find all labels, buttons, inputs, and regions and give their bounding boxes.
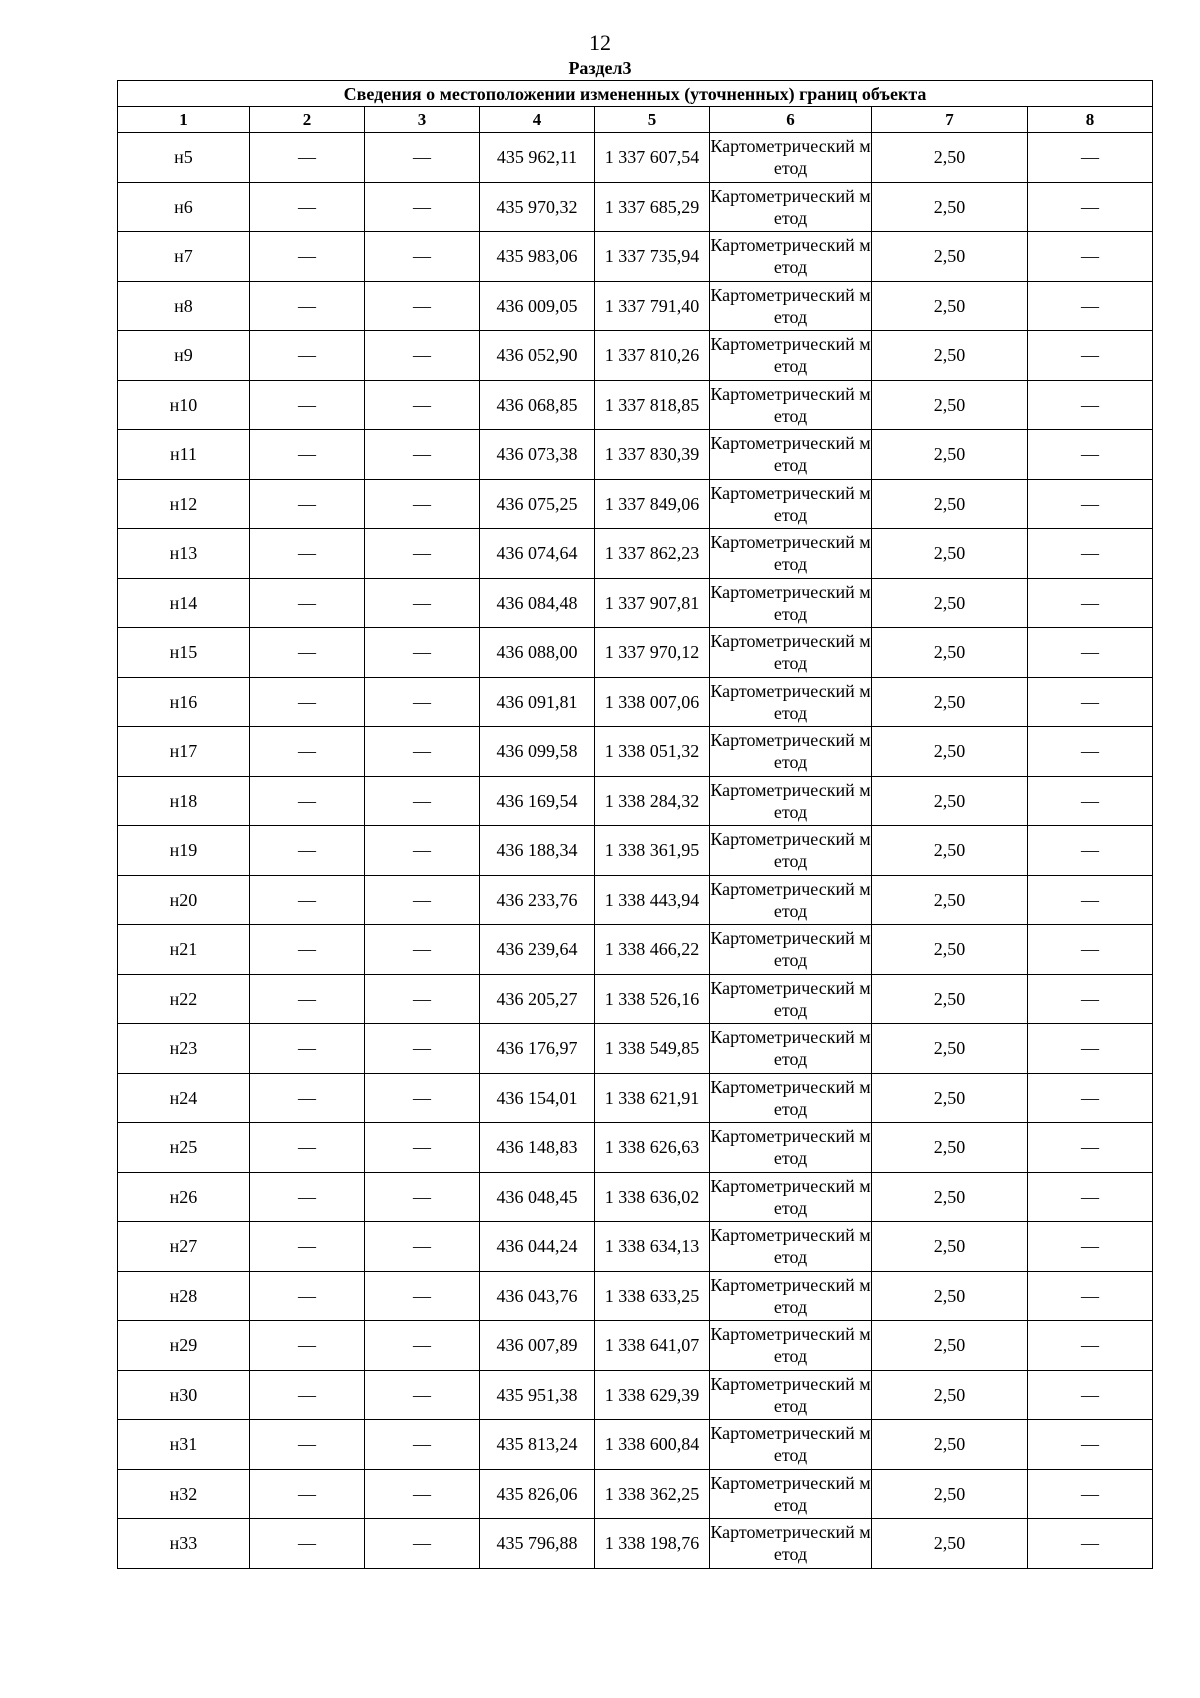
- empty-cell: —: [250, 677, 365, 727]
- method-cell: Картометрический метод: [710, 974, 872, 1024]
- y-coordinate-cell: 1 338 361,95: [595, 826, 710, 876]
- empty-cell: —: [1028, 1370, 1153, 1420]
- method-cell: Картометрический метод: [710, 182, 872, 232]
- x-coordinate-cell: 436 205,27: [480, 974, 595, 1024]
- y-coordinate-cell: 1 337 818,85: [595, 380, 710, 430]
- point-name-cell: н6: [118, 182, 250, 232]
- boundary-coordinates-table: [117, 80, 1153, 1569]
- empty-cell: —: [1028, 1024, 1153, 1074]
- empty-cell: —: [365, 1172, 480, 1222]
- method-cell: Картометрический метод: [710, 727, 872, 777]
- method-cell: Картометрический метод: [710, 1222, 872, 1272]
- point-name-cell: н22: [118, 974, 250, 1024]
- point-name-cell: н20: [118, 875, 250, 925]
- empty-cell: —: [1028, 578, 1153, 628]
- table-row: [118, 578, 1153, 628]
- method-cell: Картометрический метод: [710, 1024, 872, 1074]
- empty-cell: —: [1028, 677, 1153, 727]
- method-cell: Картометрический метод: [710, 430, 872, 480]
- point-name-cell: н31: [118, 1420, 250, 1470]
- table-row: [118, 677, 1153, 727]
- empty-cell: —: [365, 133, 480, 183]
- table-row: [118, 1172, 1153, 1222]
- x-coordinate-cell: 436 154,01: [480, 1073, 595, 1123]
- accuracy-cell: 2,50: [872, 232, 1028, 282]
- empty-cell: —: [250, 331, 365, 381]
- column-number: 8: [1028, 107, 1153, 133]
- accuracy-cell: 2,50: [872, 182, 1028, 232]
- empty-cell: —: [1028, 430, 1153, 480]
- column-number: 5: [595, 107, 710, 133]
- accuracy-cell: 2,50: [872, 133, 1028, 183]
- empty-cell: —: [250, 1222, 365, 1272]
- accuracy-cell: 2,50: [872, 1370, 1028, 1420]
- method-cell: Картометрический метод: [710, 1519, 872, 1569]
- table-row: [118, 1024, 1153, 1074]
- table-row: [118, 133, 1153, 183]
- empty-cell: —: [365, 628, 480, 678]
- y-coordinate-cell: 1 337 970,12: [595, 628, 710, 678]
- y-coordinate-cell: 1 337 810,26: [595, 331, 710, 381]
- method-cell: Картометрический метод: [710, 232, 872, 282]
- point-name-cell: н19: [118, 826, 250, 876]
- y-coordinate-cell: 1 337 685,29: [595, 182, 710, 232]
- accuracy-cell: 2,50: [872, 1222, 1028, 1272]
- table-body: [118, 133, 1153, 1569]
- accuracy-cell: 2,50: [872, 826, 1028, 876]
- empty-cell: —: [250, 1172, 365, 1222]
- accuracy-cell: 2,50: [872, 479, 1028, 529]
- empty-cell: —: [1028, 380, 1153, 430]
- empty-cell: —: [1028, 281, 1153, 331]
- table-row: [118, 1469, 1153, 1519]
- table-row: [118, 1073, 1153, 1123]
- point-name-cell: н18: [118, 776, 250, 826]
- empty-cell: —: [365, 331, 480, 381]
- empty-cell: —: [365, 281, 480, 331]
- empty-cell: —: [250, 529, 365, 579]
- y-coordinate-cell: 1 337 735,94: [595, 232, 710, 282]
- empty-cell: —: [250, 281, 365, 331]
- table-row: [118, 1420, 1153, 1470]
- table-row: [118, 430, 1153, 480]
- accuracy-cell: 2,50: [872, 1469, 1028, 1519]
- accuracy-cell: 2,50: [872, 1420, 1028, 1470]
- point-name-cell: н32: [118, 1469, 250, 1519]
- table-row: [118, 1519, 1153, 1569]
- empty-cell: —: [365, 875, 480, 925]
- method-cell: Картометрический метод: [710, 776, 872, 826]
- table-row: [118, 628, 1153, 678]
- empty-cell: —: [365, 727, 480, 777]
- x-coordinate-cell: 436 084,48: [480, 578, 595, 628]
- empty-cell: —: [250, 232, 365, 282]
- empty-cell: —: [365, 578, 480, 628]
- empty-cell: —: [1028, 826, 1153, 876]
- method-cell: Картометрический метод: [710, 380, 872, 430]
- column-number: 4: [480, 107, 595, 133]
- accuracy-cell: 2,50: [872, 430, 1028, 480]
- x-coordinate-cell: 435 962,11: [480, 133, 595, 183]
- x-coordinate-cell: 436 007,89: [480, 1321, 595, 1371]
- point-name-cell: н25: [118, 1123, 250, 1173]
- empty-cell: —: [250, 1469, 365, 1519]
- y-coordinate-cell: 1 338 051,32: [595, 727, 710, 777]
- empty-cell: —: [250, 578, 365, 628]
- empty-cell: —: [365, 430, 480, 480]
- point-name-cell: н26: [118, 1172, 250, 1222]
- accuracy-cell: 2,50: [872, 1172, 1028, 1222]
- x-coordinate-cell: 436 233,76: [480, 875, 595, 925]
- table-row: [118, 875, 1153, 925]
- y-coordinate-cell: 1 337 830,39: [595, 430, 710, 480]
- x-coordinate-cell: 436 052,90: [480, 331, 595, 381]
- method-cell: Картометрический метод: [710, 529, 872, 579]
- point-name-cell: н17: [118, 727, 250, 777]
- empty-cell: —: [1028, 1172, 1153, 1222]
- empty-cell: —: [365, 677, 480, 727]
- accuracy-cell: 2,50: [872, 1321, 1028, 1371]
- accuracy-cell: 2,50: [872, 1519, 1028, 1569]
- point-name-cell: н33: [118, 1519, 250, 1569]
- x-coordinate-cell: 436 068,85: [480, 380, 595, 430]
- empty-cell: —: [250, 875, 365, 925]
- empty-cell: —: [1028, 1321, 1153, 1371]
- accuracy-cell: 2,50: [872, 281, 1028, 331]
- empty-cell: —: [365, 232, 480, 282]
- y-coordinate-cell: 1 338 007,06: [595, 677, 710, 727]
- point-name-cell: н15: [118, 628, 250, 678]
- method-cell: Картометрический метод: [710, 1469, 872, 1519]
- accuracy-cell: 2,50: [872, 1073, 1028, 1123]
- empty-cell: —: [250, 925, 365, 975]
- x-coordinate-cell: 436 044,24: [480, 1222, 595, 1272]
- x-coordinate-cell: 436 091,81: [480, 677, 595, 727]
- x-coordinate-cell: 436 188,34: [480, 826, 595, 876]
- table-row: [118, 529, 1153, 579]
- point-name-cell: н11: [118, 430, 250, 480]
- table-row: [118, 331, 1153, 381]
- x-coordinate-cell: 436 048,45: [480, 1172, 595, 1222]
- empty-cell: —: [1028, 727, 1153, 777]
- column-number: 2: [250, 107, 365, 133]
- table-row: [118, 1321, 1153, 1371]
- column-number: 6: [710, 107, 872, 133]
- empty-cell: —: [1028, 232, 1153, 282]
- empty-cell: —: [1028, 1469, 1153, 1519]
- accuracy-cell: 2,50: [872, 529, 1028, 579]
- empty-cell: —: [1028, 925, 1153, 975]
- empty-cell: —: [250, 1420, 365, 1470]
- section-title: Раздел3: [568, 58, 632, 78]
- x-coordinate-cell: 436 043,76: [480, 1271, 595, 1321]
- empty-cell: —: [365, 182, 480, 232]
- x-coordinate-cell: 436 075,25: [480, 479, 595, 529]
- empty-cell: —: [1028, 1222, 1153, 1272]
- empty-cell: —: [365, 1222, 480, 1272]
- y-coordinate-cell: 1 338 634,13: [595, 1222, 710, 1272]
- y-coordinate-cell: 1 337 607,54: [595, 133, 710, 183]
- point-name-cell: н16: [118, 677, 250, 727]
- method-cell: Картометрический метод: [710, 479, 872, 529]
- empty-cell: —: [365, 1073, 480, 1123]
- table-row: [118, 925, 1153, 975]
- table-row: [118, 826, 1153, 876]
- column-number: 7: [872, 107, 1028, 133]
- x-coordinate-cell: 436 239,64: [480, 925, 595, 975]
- accuracy-cell: 2,50: [872, 628, 1028, 678]
- y-coordinate-cell: 1 338 621,91: [595, 1073, 710, 1123]
- empty-cell: —: [1028, 1073, 1153, 1123]
- table-row: [118, 1222, 1153, 1272]
- method-cell: Картометрический метод: [710, 281, 872, 331]
- accuracy-cell: 2,50: [872, 1024, 1028, 1074]
- x-coordinate-cell: 436 073,38: [480, 430, 595, 480]
- method-cell: Картометрический метод: [710, 1123, 872, 1173]
- empty-cell: —: [250, 1519, 365, 1569]
- x-coordinate-cell: 435 983,06: [480, 232, 595, 282]
- empty-cell: —: [250, 182, 365, 232]
- table-row: [118, 776, 1153, 826]
- point-name-cell: н10: [118, 380, 250, 430]
- point-name-cell: н24: [118, 1073, 250, 1123]
- empty-cell: —: [1028, 331, 1153, 381]
- empty-cell: —: [250, 974, 365, 1024]
- empty-cell: —: [250, 380, 365, 430]
- empty-cell: —: [250, 826, 365, 876]
- empty-cell: —: [365, 1271, 480, 1321]
- empty-cell: —: [1028, 974, 1153, 1024]
- empty-cell: —: [365, 529, 480, 579]
- point-name-cell: н30: [118, 1370, 250, 1420]
- accuracy-cell: 2,50: [872, 974, 1028, 1024]
- y-coordinate-cell: 1 338 466,22: [595, 925, 710, 975]
- method-cell: Картометрический метод: [710, 925, 872, 975]
- y-coordinate-cell: 1 338 549,85: [595, 1024, 710, 1074]
- page-number: 12: [589, 30, 611, 55]
- point-name-cell: н28: [118, 1271, 250, 1321]
- empty-cell: —: [365, 1519, 480, 1569]
- y-coordinate-cell: 1 338 633,25: [595, 1271, 710, 1321]
- x-coordinate-cell: 436 176,97: [480, 1024, 595, 1074]
- point-name-cell: н8: [118, 281, 250, 331]
- empty-cell: —: [250, 1024, 365, 1074]
- empty-cell: —: [1028, 628, 1153, 678]
- method-cell: Картометрический метод: [710, 1321, 872, 1371]
- y-coordinate-cell: 1 338 443,94: [595, 875, 710, 925]
- x-coordinate-cell: 436 148,83: [480, 1123, 595, 1173]
- table-row: [118, 281, 1153, 331]
- x-coordinate-cell: 436 169,54: [480, 776, 595, 826]
- x-coordinate-cell: 435 826,06: [480, 1469, 595, 1519]
- empty-cell: —: [1028, 182, 1153, 232]
- method-cell: Картометрический метод: [710, 875, 872, 925]
- x-coordinate-cell: 435 796,88: [480, 1519, 595, 1569]
- point-name-cell: н9: [118, 331, 250, 381]
- empty-cell: —: [365, 1024, 480, 1074]
- y-coordinate-cell: 1 337 849,06: [595, 479, 710, 529]
- table-row: [118, 479, 1153, 529]
- y-coordinate-cell: 1 338 641,07: [595, 1321, 710, 1371]
- accuracy-cell: 2,50: [872, 776, 1028, 826]
- empty-cell: —: [365, 479, 480, 529]
- empty-cell: —: [1028, 1271, 1153, 1321]
- method-cell: Картометрический метод: [710, 628, 872, 678]
- y-coordinate-cell: 1 338 636,02: [595, 1172, 710, 1222]
- table-row: [118, 1271, 1153, 1321]
- empty-cell: —: [250, 1321, 365, 1371]
- accuracy-cell: 2,50: [872, 925, 1028, 975]
- x-coordinate-cell: 436 074,64: [480, 529, 595, 579]
- accuracy-cell: 2,50: [872, 1123, 1028, 1173]
- y-coordinate-cell: 1 338 600,84: [595, 1420, 710, 1470]
- empty-cell: —: [1028, 1123, 1153, 1173]
- accuracy-cell: 2,50: [872, 578, 1028, 628]
- empty-cell: —: [250, 1123, 365, 1173]
- y-coordinate-cell: 1 337 907,81: [595, 578, 710, 628]
- x-coordinate-cell: 436 088,00: [480, 628, 595, 678]
- y-coordinate-cell: 1 338 526,16: [595, 974, 710, 1024]
- empty-cell: —: [365, 380, 480, 430]
- table-row: [118, 182, 1153, 232]
- method-cell: Картометрический метод: [710, 677, 872, 727]
- empty-cell: —: [1028, 479, 1153, 529]
- empty-cell: —: [365, 1420, 480, 1470]
- point-name-cell: н12: [118, 479, 250, 529]
- method-cell: Картометрический метод: [710, 1271, 872, 1321]
- point-name-cell: н13: [118, 529, 250, 579]
- method-cell: Картометрический метод: [710, 331, 872, 381]
- empty-cell: —: [1028, 776, 1153, 826]
- y-coordinate-cell: 1 338 284,32: [595, 776, 710, 826]
- method-cell: Картометрический метод: [710, 578, 872, 628]
- table-caption: Сведения о местоположении измененных (уточненных) границ объекта: [118, 81, 1153, 107]
- method-cell: Картометрический метод: [710, 1420, 872, 1470]
- accuracy-cell: 2,50: [872, 331, 1028, 381]
- empty-cell: —: [250, 1370, 365, 1420]
- empty-cell: —: [1028, 875, 1153, 925]
- y-coordinate-cell: 1 338 362,25: [595, 1469, 710, 1519]
- point-name-cell: н27: [118, 1222, 250, 1272]
- empty-cell: —: [1028, 529, 1153, 579]
- table-row: [118, 974, 1153, 1024]
- table-row: [118, 232, 1153, 282]
- table-row: [118, 1123, 1153, 1173]
- accuracy-cell: 2,50: [872, 677, 1028, 727]
- accuracy-cell: 2,50: [872, 1271, 1028, 1321]
- empty-cell: —: [250, 479, 365, 529]
- empty-cell: —: [250, 1073, 365, 1123]
- table-row: [118, 1370, 1153, 1420]
- empty-cell: —: [365, 1370, 480, 1420]
- accuracy-cell: 2,50: [872, 727, 1028, 777]
- method-cell: Картометрический метод: [710, 133, 872, 183]
- empty-cell: —: [365, 1123, 480, 1173]
- y-coordinate-cell: 1 337 862,23: [595, 529, 710, 579]
- y-coordinate-cell: 1 338 629,39: [595, 1370, 710, 1420]
- empty-cell: —: [250, 430, 365, 480]
- empty-cell: —: [365, 974, 480, 1024]
- x-coordinate-cell: 435 970,32: [480, 182, 595, 232]
- empty-cell: —: [365, 925, 480, 975]
- empty-cell: —: [1028, 1519, 1153, 1569]
- empty-cell: —: [365, 1321, 480, 1371]
- x-coordinate-cell: 435 813,24: [480, 1420, 595, 1470]
- point-name-cell: н5: [118, 133, 250, 183]
- method-cell: Картометрический метод: [710, 826, 872, 876]
- column-number-row: [118, 107, 1153, 133]
- point-name-cell: н7: [118, 232, 250, 282]
- y-coordinate-cell: 1 337 791,40: [595, 281, 710, 331]
- empty-cell: —: [250, 1271, 365, 1321]
- point-name-cell: н29: [118, 1321, 250, 1371]
- method-cell: Картометрический метод: [710, 1370, 872, 1420]
- empty-cell: —: [365, 826, 480, 876]
- x-coordinate-cell: 436 009,05: [480, 281, 595, 331]
- empty-cell: —: [250, 776, 365, 826]
- point-name-cell: н21: [118, 925, 250, 975]
- empty-cell: —: [365, 776, 480, 826]
- method-cell: Картометрический метод: [710, 1073, 872, 1123]
- table-row: [118, 727, 1153, 777]
- column-number: 1: [118, 107, 250, 133]
- x-coordinate-cell: 435 951,38: [480, 1370, 595, 1420]
- table-row: [118, 380, 1153, 430]
- accuracy-cell: 2,50: [872, 875, 1028, 925]
- empty-cell: —: [250, 628, 365, 678]
- x-coordinate-cell: 436 099,58: [480, 727, 595, 777]
- empty-cell: —: [250, 727, 365, 777]
- column-number: 3: [365, 107, 480, 133]
- point-name-cell: н14: [118, 578, 250, 628]
- point-name-cell: н23: [118, 1024, 250, 1074]
- empty-cell: —: [365, 1469, 480, 1519]
- y-coordinate-cell: 1 338 626,63: [595, 1123, 710, 1173]
- empty-cell: —: [1028, 1420, 1153, 1470]
- y-coordinate-cell: 1 338 198,76: [595, 1519, 710, 1569]
- method-cell: Картометрический метод: [710, 1172, 872, 1222]
- empty-cell: —: [1028, 133, 1153, 183]
- empty-cell: —: [250, 133, 365, 183]
- accuracy-cell: 2,50: [872, 380, 1028, 430]
